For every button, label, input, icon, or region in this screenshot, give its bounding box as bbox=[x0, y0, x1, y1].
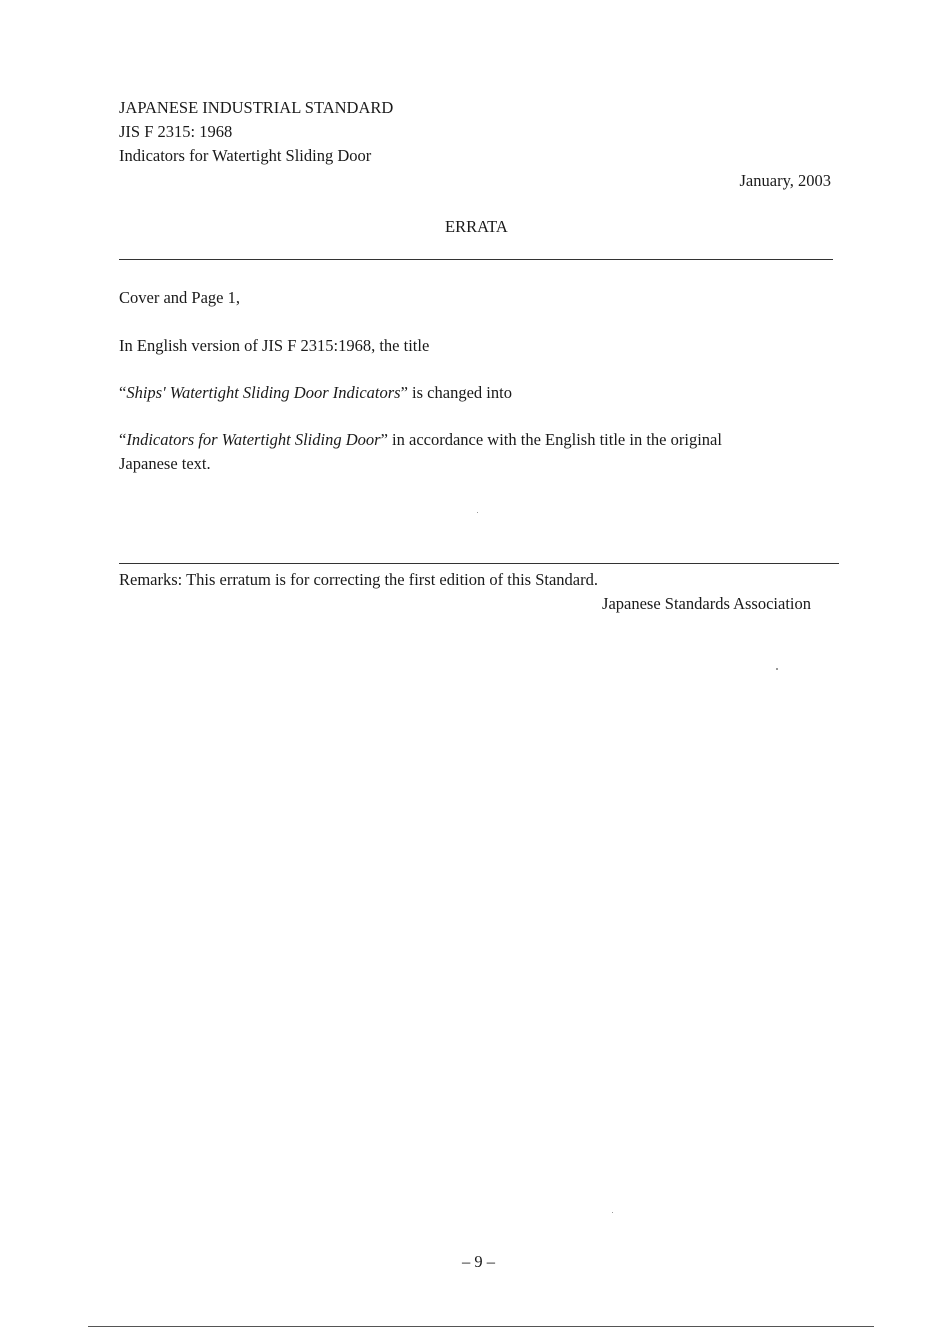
top-divider bbox=[119, 259, 833, 260]
scan-speck bbox=[612, 1212, 613, 1213]
remarks-text: Remarks: This erratum is for correcting the first edition of this Standard. bbox=[119, 570, 598, 589]
scan-speck bbox=[776, 668, 778, 670]
standard-number: JIS F 2315: 1968 bbox=[119, 122, 233, 141]
errata-heading: ERRATA bbox=[445, 217, 508, 236]
standard-title: Indicators for Watertight Sliding Door bbox=[119, 146, 372, 165]
remarks-organization: Japanese Standards Association bbox=[602, 594, 811, 613]
old-title-line bbox=[119, 383, 512, 403]
old-title: Ships' Watertight Sliding Door Indicators bbox=[126, 383, 401, 402]
old-title-close-quote: ” bbox=[400, 383, 408, 402]
changed-into-text: is changed into bbox=[407, 383, 512, 402]
new-title-open-quote: “ bbox=[119, 430, 127, 449]
document-date: January, 2003 bbox=[739, 171, 831, 190]
new-title: Indicators for Watertight Sliding Door bbox=[126, 430, 381, 449]
accordance-continuation: Japanese text. bbox=[119, 454, 211, 473]
new-title-line bbox=[119, 430, 722, 450]
new-title-close-quote: ” bbox=[380, 430, 388, 449]
page-number: – 9 – bbox=[462, 1252, 495, 1271]
scan-speck bbox=[477, 512, 478, 513]
errata-location: Cover and Page 1, bbox=[119, 288, 240, 307]
remarks-divider bbox=[119, 563, 839, 564]
old-title-open-quote: “ bbox=[119, 383, 127, 402]
standard-type: JAPANESE INDUSTRIAL STANDARD bbox=[119, 98, 394, 117]
accordance-text: in accordance with the English title in the original bbox=[387, 430, 722, 449]
errata-intro: In English version of JIS F 2315:1968, the title bbox=[119, 336, 430, 355]
